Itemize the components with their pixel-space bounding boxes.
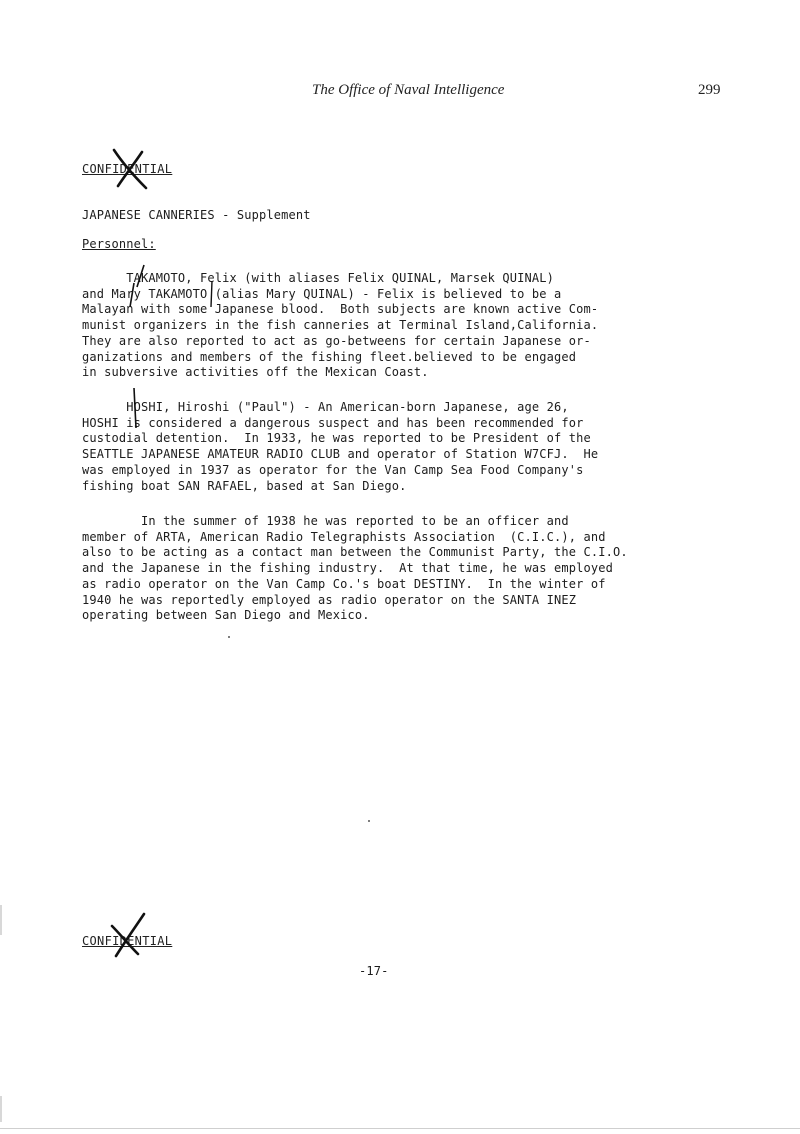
handwritten-margin-bracket [126, 386, 142, 430]
paragraph-line: HOSHI is considered a dangerous suspect and has been recommended for [82, 415, 584, 430]
paragraph-line: TAKAMOTO, Felix (with aliases Felix QUINAL, Marsek QUINAL) [82, 271, 554, 285]
scan-edge-mark [0, 905, 2, 935]
book-title: The Office of Naval Intelligence [312, 82, 505, 98]
scan-bottom-edge [0, 1128, 800, 1129]
classification-stamp-top [82, 160, 172, 178]
paragraph-line: and Mary TAKAMOTO (alias Mary QUINAL) - Felix is believed to be a [82, 286, 562, 301]
paragraph-hoshi [82, 400, 662, 494]
paragraph-line: in subversive activities off the Mexican Coast. [82, 365, 429, 380]
paragraph-line: Malayan with some Japanese blood. Both subjects are known active Com- [82, 302, 599, 317]
paragraph-line: They are also reported to act as go-betweens for certain Japanese or- [82, 333, 591, 348]
paragraph-line: also to be acting as a contact man between the Communist Party, the C.I.O. [82, 545, 628, 560]
section-label: Personnel: [82, 237, 156, 251]
paragraph-line: as radio operator on the Van Camp Co.'s boat DESTINY. In the winter of [82, 576, 606, 591]
classification-stamp-bottom [82, 932, 172, 950]
paragraph-line: ganizations and members of the fishing fleet.believed to be engaged [82, 349, 577, 364]
paragraph-arta [82, 514, 662, 624]
scan-speck [368, 820, 370, 822]
paragraph-line: fishing boat SAN RAFAEL, based at San Diego. [82, 478, 407, 493]
page-folio: -17- [359, 964, 389, 978]
handwritten-cross-mark [108, 912, 148, 960]
scan-edge-mark [0, 1096, 2, 1122]
classification-stamp-bottom-text: CONFIDENTIAL [82, 934, 173, 948]
paragraph-line: SEATTLE JAPANESE AMATEUR RADIO CLUB and operator of Station W7CFJ. He [82, 447, 599, 462]
paragraph-line: munist organizers in the fish canneries at Terminal Island,California. [82, 318, 599, 333]
handwritten-cross-mark [110, 148, 150, 192]
document-heading: JAPANESE CANNERIES - Supplement [82, 208, 311, 222]
page-number: 299 [698, 82, 721, 98]
paragraph-line: custodial detention. In 1933, he was reported to be President of the [82, 431, 591, 446]
handwritten-name-brackets [128, 263, 248, 327]
paragraph-line: was employed in 1937 as operator for the Van Camp Sea Food Company's [82, 462, 584, 477]
scan-speck [228, 636, 230, 638]
paragraph-line: In the summer of 1938 he was reported to be an officer and [82, 514, 569, 528]
paragraph-line: and the Japanese in the fishing industry. At that time, he was employed [82, 561, 613, 576]
classification-stamp-top-text: CONFIDENTIAL [82, 162, 173, 176]
paragraph-line: operating between San Diego and Mexico. [82, 608, 370, 623]
paragraph-line: member of ARTA, American Radio Telegraphists Association (C.I.C.), and [82, 529, 606, 544]
running-head [0, 82, 800, 104]
paragraph-line: 1940 he was reportedly employed as radio operator on the SANTA INEZ [82, 592, 577, 607]
paragraph-line: HOSHI, Hiroshi ("Paul") - An American-born Japanese, age 26, [82, 400, 569, 414]
